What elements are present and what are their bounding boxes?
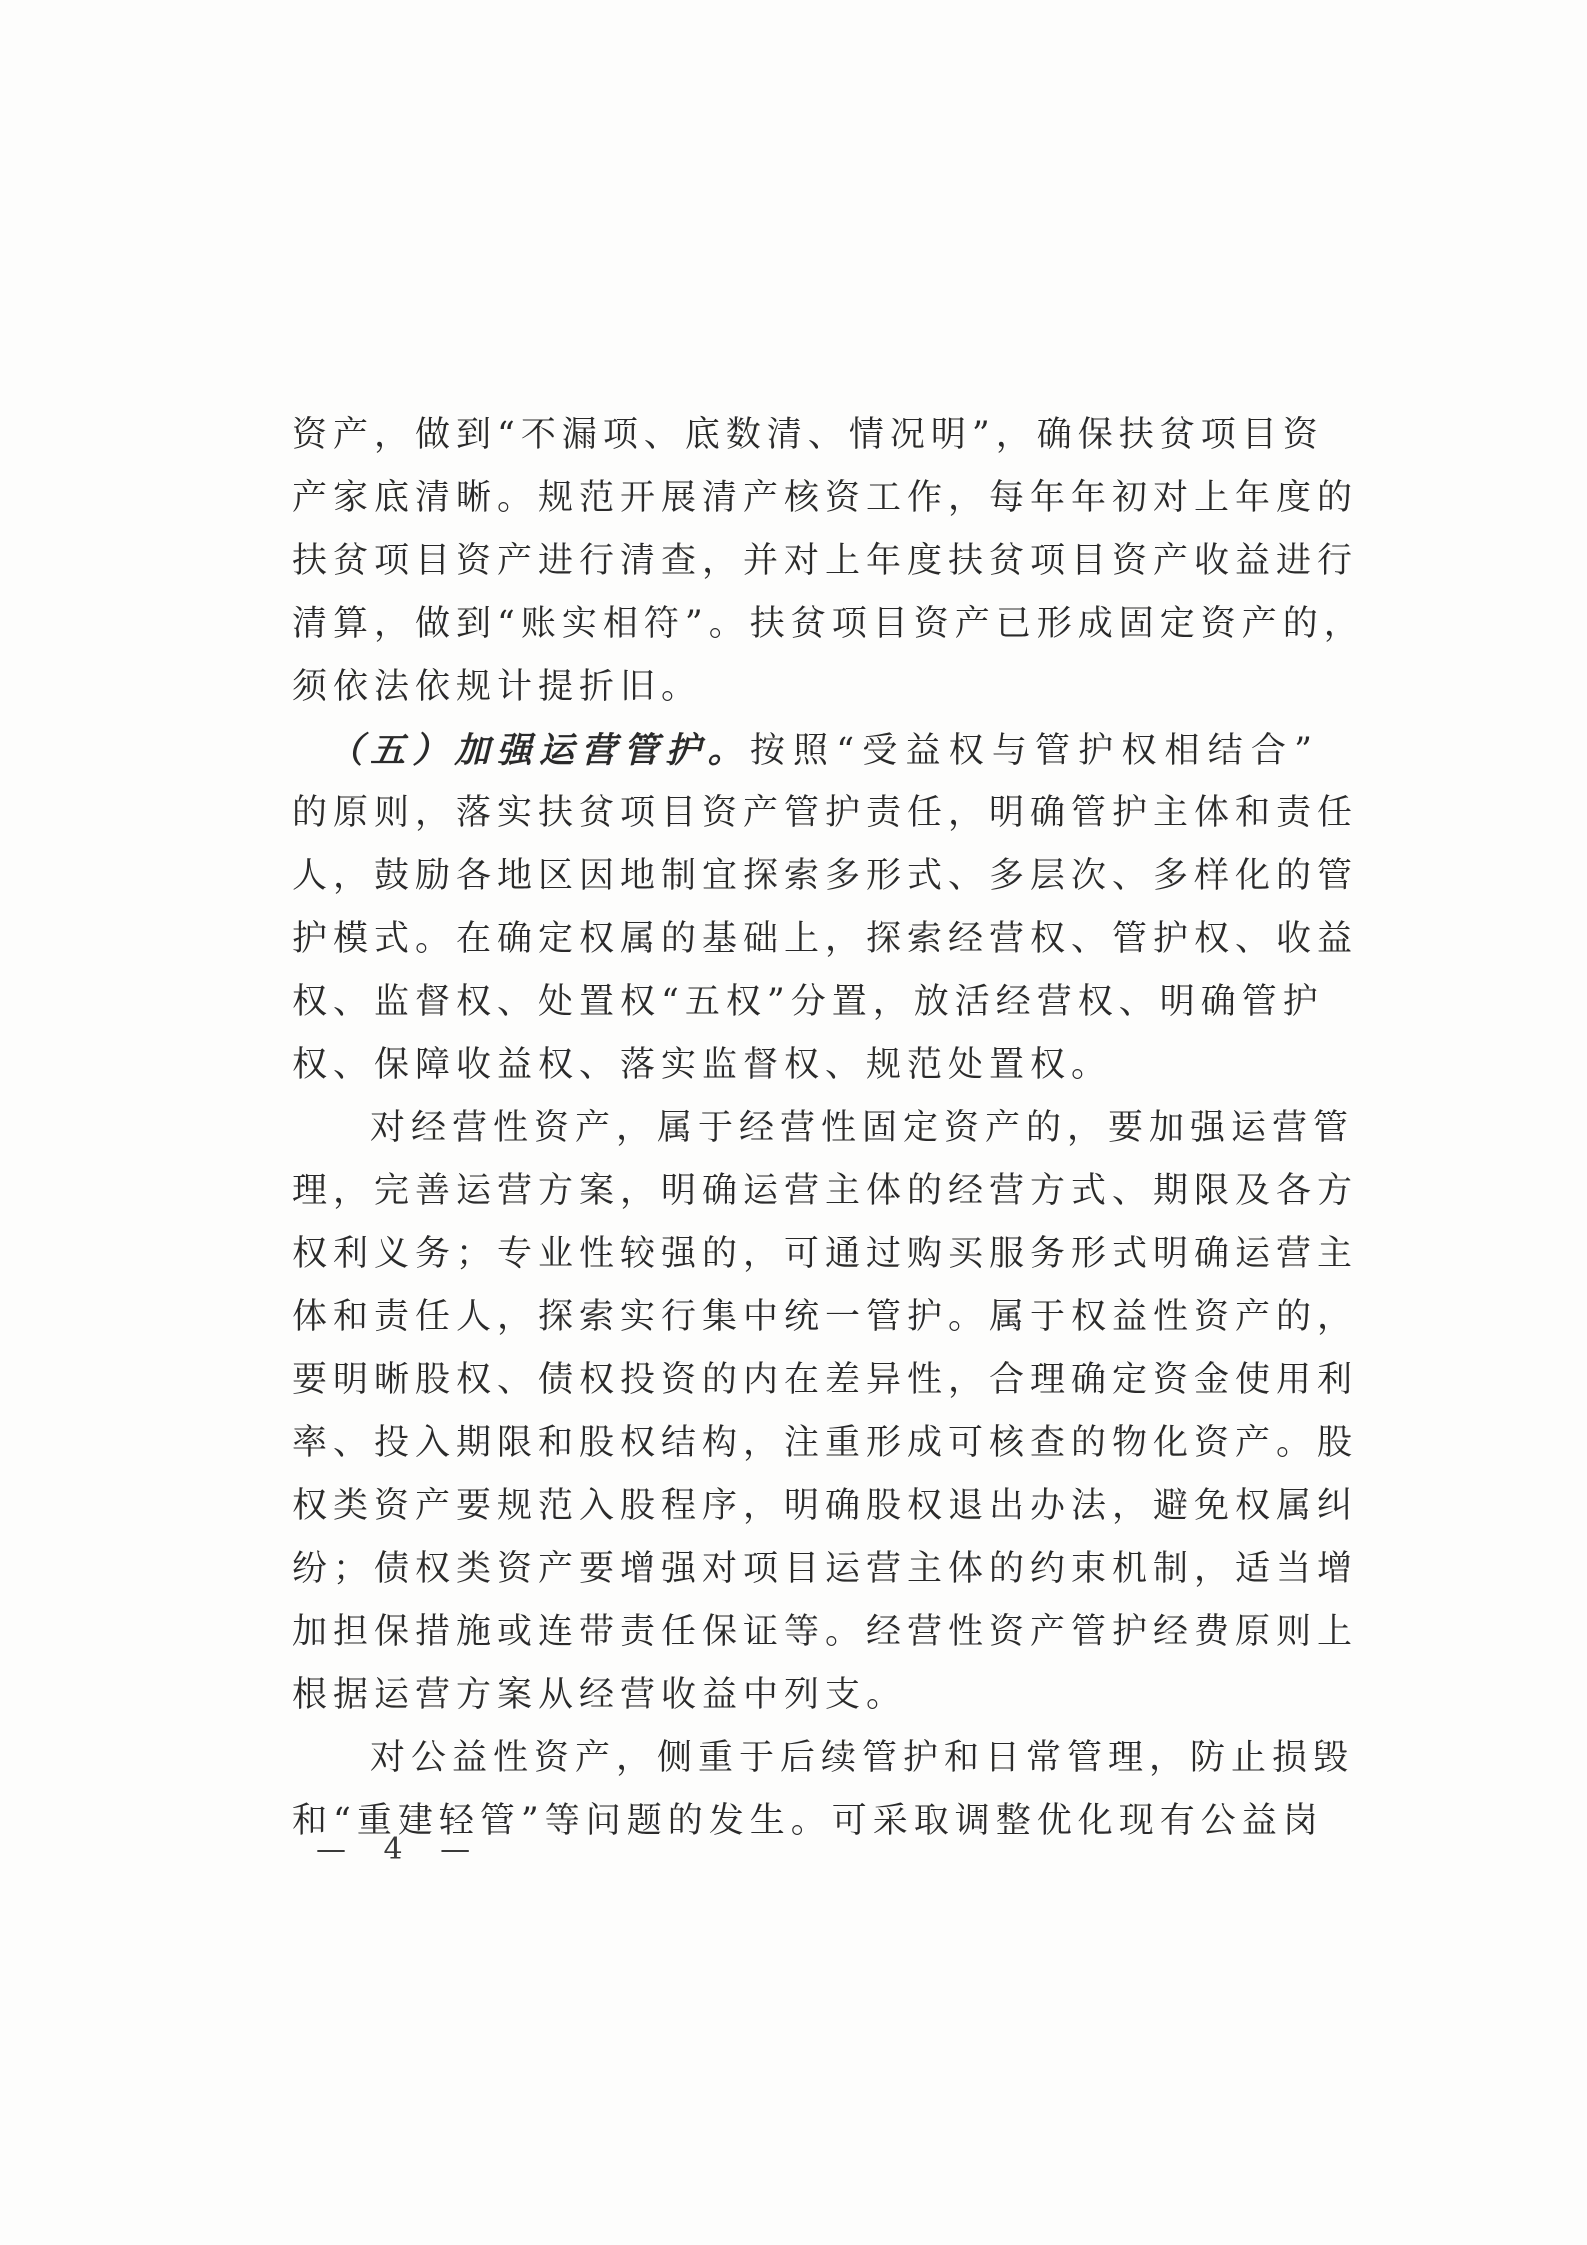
text-line: 要明晰股权、债权投资的内在差异性，合理确定资金使用利	[292, 1360, 1359, 1400]
text-line: 率、投入期限和股权结构，注重形成可核查的物化资产。股	[292, 1423, 1359, 1463]
text-line: 权、监督权、处置权“五权”分置，放活经营权、明确管护	[292, 982, 1324, 1022]
text-line: 根据运营方案从经营收益中列支。	[292, 1675, 908, 1715]
text-line: 体和责任人，探索实行集中统一管护。属于权益性资产的，	[292, 1297, 1359, 1337]
paragraph	[292, 404, 1365, 719]
section-paragraph	[292, 719, 1359, 1097]
text-line: 须依法依规计提折旧。	[292, 667, 703, 707]
text-line: 的原则，落实扶贫项目资产管护责任，明确管护主体和责任	[292, 793, 1359, 833]
text-line: 权利义务；专业性较强的，可通过购买服务形式明确运营主	[292, 1234, 1359, 1274]
page-number: — 4 —	[316, 1832, 485, 1867]
text-line	[292, 719, 1318, 782]
text-line: 权类资产要规范入股程序，明确股权退出办法，避免权属纠	[292, 1486, 1359, 1526]
text-line: 人，鼓励各地区因地制宜探索多形式、多层次、多样化的管	[292, 856, 1359, 896]
text-line: 加担保措施或连带责任保证等。经营性资产管护经费原则上	[292, 1612, 1359, 1652]
paragraph	[292, 1097, 1359, 1727]
text-line: 对公益性资产，侧重于后续管护和日常管理，防止损毁	[370, 1738, 1355, 1778]
text-line: 纷；债权类资产要增强对项目运营主体的约束机制，适当增	[292, 1549, 1359, 1589]
body-text	[292, 404, 1365, 1853]
text-line: 产家底清晰。规范开展清产核资工作，每年年初对上年度的	[292, 478, 1359, 518]
text-line: 和“重建轻管”等问题的发生。可采取调整优化现有公益岗	[292, 1801, 1324, 1841]
text-line: 护模式。在确定权属的基础上，探索经营权、管护权、收益	[292, 919, 1359, 959]
text-line: 清算，做到“账实相符”。扶贫项目资产已形成固定资产的，	[292, 604, 1365, 644]
text-line: 对经营性资产，属于经营性固定资产的，要加强运营管	[370, 1108, 1355, 1148]
text-line: 扶贫项目资产进行清查，并对上年度扶贫项目资产收益进行	[292, 541, 1359, 581]
section-heading: （五）加强运营管护。	[328, 730, 750, 771]
text-line: 权、保障收益权、落实监督权、规范处置权。	[292, 1045, 1113, 1085]
text-line: 资产，做到“不漏项、底数清、情况明”，确保扶贫项目资	[292, 415, 1324, 455]
text-line: 理，完善运营方案，明确运营主体的经营方式、期限及各方	[292, 1171, 1359, 1211]
text-run: 按照“受益权与管护权相结合”	[749, 731, 1318, 771]
